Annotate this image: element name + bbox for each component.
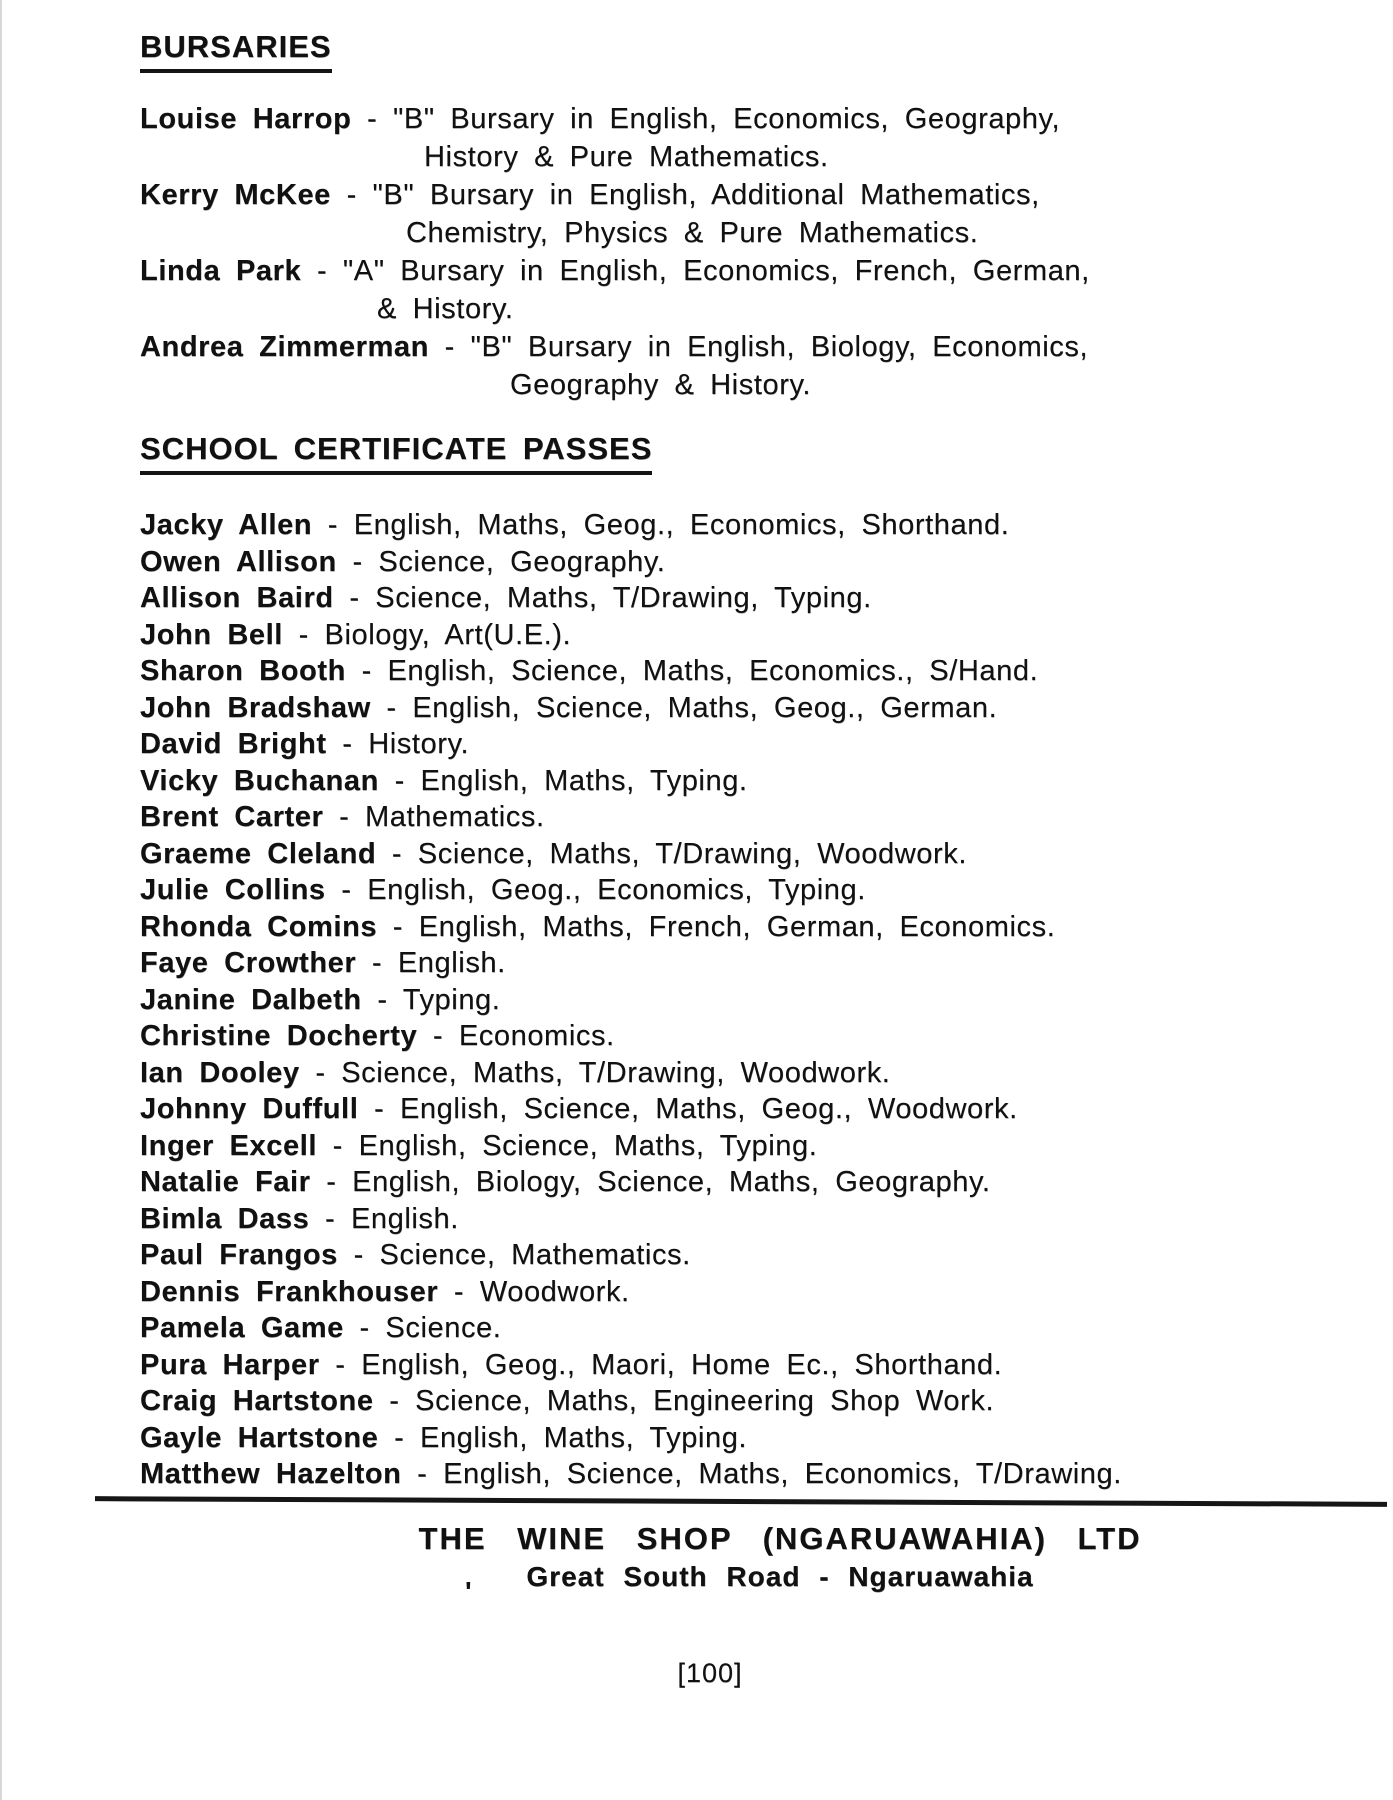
student-name: Allison Baird xyxy=(140,582,334,614)
name-separator: - xyxy=(361,983,403,1016)
student-name: Vicky Buchanan xyxy=(140,764,379,797)
student-name: Andrea Zimmerman xyxy=(140,331,429,363)
name-separator: - xyxy=(358,1093,400,1125)
name-separator: - xyxy=(343,1312,386,1344)
subjects-list: English, Science, Maths, Geog., German. xyxy=(412,691,998,724)
name-separator: - xyxy=(336,545,379,578)
student-name: Julie Collins xyxy=(140,874,326,906)
bursary-entry xyxy=(140,252,1310,328)
subjects-list: English, Geog., Maori, Home Ec., Shorthand. xyxy=(361,1348,1003,1381)
name-separator: - xyxy=(282,618,325,651)
subjects-list: English. xyxy=(397,947,506,979)
pass-row xyxy=(140,909,1340,946)
bursary-line xyxy=(140,176,1310,214)
pass-row xyxy=(140,1383,1340,1420)
student-name: Kerry McKee xyxy=(140,179,331,211)
name-separator: - xyxy=(309,1202,351,1235)
student-name: Craig Hartstone xyxy=(140,1385,374,1417)
pass-row xyxy=(140,982,1340,1019)
advert-shop-name: THE WINE SHOP (NGARUAWAHIA) LTD xyxy=(418,1521,1142,1556)
pass-row xyxy=(140,1091,1340,1128)
pass-row xyxy=(140,690,1340,727)
student-name: Brent Carter xyxy=(140,801,324,833)
name-separator: - xyxy=(438,1275,480,1308)
subjects-list: English, Science, Maths, Geog., Woodwork. xyxy=(399,1093,1018,1125)
student-name: Pamela Game xyxy=(140,1312,344,1344)
pass-row xyxy=(140,1237,1340,1274)
subjects-list: Science, Maths, T/Drawing, Typing. xyxy=(375,582,872,614)
name-separator: - xyxy=(310,1166,353,1198)
name-separator: - xyxy=(325,874,368,906)
subjects-list: Science. xyxy=(385,1312,502,1344)
subjects-list: History. xyxy=(368,728,470,760)
bursary-line xyxy=(140,252,1310,290)
pass-row xyxy=(140,945,1340,982)
pass-row xyxy=(140,1018,1340,1055)
subjects-list: English, Maths, Geog., Economics, Shorthand. xyxy=(353,509,1010,541)
name-separator: - xyxy=(345,655,388,687)
student-name: Natalie Fair xyxy=(140,1166,311,1198)
subjects-list: English, Science, Maths, Economics., S/Hand. xyxy=(387,655,1039,687)
student-name: Linda Park xyxy=(140,255,302,287)
bursary-line-wrap: & History. xyxy=(377,293,514,325)
name-separator: - xyxy=(378,764,421,797)
pass-row xyxy=(140,544,1340,581)
pass-row xyxy=(140,617,1340,654)
bursaries-list xyxy=(140,100,1310,404)
pass-row xyxy=(140,763,1340,800)
name-separator: - xyxy=(299,1056,342,1089)
pass-row xyxy=(140,1456,1340,1493)
subjects-list: Science, Maths, T/Drawing, Woodwork. xyxy=(341,1056,891,1089)
subjects-list: English. xyxy=(350,1202,459,1235)
student-name: Christine Docherty xyxy=(140,1020,418,1052)
name-separator: - xyxy=(323,801,365,833)
bursary-entry xyxy=(140,100,1310,176)
subjects-list: English, Biology, Science, Maths, Geography. xyxy=(352,1166,991,1198)
bursary-entry xyxy=(140,176,1310,252)
name-separator: - xyxy=(317,1129,359,1162)
student-name: David Bright xyxy=(140,728,327,760)
pass-row xyxy=(140,799,1340,836)
name-separator: - xyxy=(356,947,398,979)
student-name: Inger Excell xyxy=(140,1129,317,1162)
subjects-list: Mathematics. xyxy=(365,801,545,833)
subjects-list: Woodwork. xyxy=(479,1275,630,1308)
bursary-line-wrap: Chemistry, Physics & Pure Mathematics. xyxy=(406,217,979,249)
bursary-line xyxy=(140,328,1310,366)
name-separator: - xyxy=(378,1421,420,1454)
bursary-line-wrap: Geography & History. xyxy=(510,369,812,401)
pass-row xyxy=(140,1201,1340,1238)
pass-row xyxy=(140,1164,1340,1201)
subjects-list: Science, Maths, Engineering Shop Work. xyxy=(415,1385,995,1417)
student-name: Janine Dalbeth xyxy=(140,983,362,1016)
pass-row xyxy=(140,872,1340,909)
name-separator: - xyxy=(326,728,369,760)
bursary-subjects: "B" Bursary in English, Economics, Geography, xyxy=(392,103,1061,135)
pass-row xyxy=(140,1420,1340,1457)
name-separator: - xyxy=(330,179,373,211)
student-name: Paul Frangos xyxy=(140,1239,338,1271)
subjects-list: English, Maths, Typing. xyxy=(420,764,748,797)
student-name: Faye Crowther xyxy=(140,947,357,979)
bursaries-heading: BURSARIES xyxy=(140,28,332,73)
pass-row xyxy=(140,580,1340,617)
subjects-list: English, Maths, Typing. xyxy=(420,1421,748,1454)
subjects-list: English, Science, Maths, Typing. xyxy=(358,1129,818,1162)
subjects-list: Science, Mathematics. xyxy=(379,1239,691,1271)
name-separator: - xyxy=(373,1385,416,1417)
student-name: Pura Harper xyxy=(140,1348,320,1381)
stray-apostrophe-mark: ' xyxy=(465,1576,472,1607)
name-separator: - xyxy=(319,1348,362,1381)
name-separator: - xyxy=(301,255,343,287)
pass-row xyxy=(140,836,1340,873)
subjects-list: English, Maths, French, German, Economics. xyxy=(418,910,1056,943)
page-number: [100] xyxy=(677,1658,743,1688)
student-name: Jacky Allen xyxy=(140,509,313,541)
name-separator: - xyxy=(333,582,376,614)
name-separator: - xyxy=(377,910,419,943)
pass-row xyxy=(140,1310,1340,1347)
student-name: John Bell xyxy=(140,618,283,651)
name-separator: - xyxy=(337,1239,380,1271)
subjects-list: Economics. xyxy=(458,1020,615,1052)
student-name: Dennis Frankhouser xyxy=(140,1275,439,1308)
page-scan-edge xyxy=(0,0,2,1800)
passes-list xyxy=(140,507,1340,1493)
subjects-list: Typing. xyxy=(402,983,501,1016)
subjects-list: Science, Maths, T/Drawing, Woodwork. xyxy=(417,837,968,870)
advert-shop-address: Great South Road - Ngaruawahia xyxy=(526,1561,1034,1592)
school-certificate-passes-heading: SCHOOL CERTIFICATE PASSES xyxy=(140,430,652,475)
name-separator: - xyxy=(351,103,393,135)
bursary-subjects: "A" Bursary in English, Economics, French, German, xyxy=(342,255,1090,287)
pass-row xyxy=(140,1274,1340,1311)
student-name: Gayle Hartstone xyxy=(140,1421,379,1454)
pass-row xyxy=(140,507,1340,544)
name-separator: - xyxy=(401,1458,444,1490)
bursary-line-wrap: History & Pure Mathematics. xyxy=(424,141,829,173)
subjects-list: English, Geog., Economics, Typing. xyxy=(367,874,866,906)
student-name: Johnny Duffull xyxy=(140,1093,359,1125)
pass-row xyxy=(140,1055,1340,1092)
student-name: Ian Dooley xyxy=(140,1056,300,1089)
name-separator: - xyxy=(428,331,471,363)
pass-row xyxy=(140,1128,1340,1165)
student-name: Graeme Cleland xyxy=(140,837,377,870)
name-separator: - xyxy=(417,1020,459,1052)
student-name: Bimla Dass xyxy=(140,1202,310,1235)
pass-row xyxy=(140,653,1340,690)
student-name: Louise Harrop xyxy=(140,103,352,135)
bursary-line xyxy=(140,100,1310,138)
subjects-list: English, Science, Maths, Economics, T/Drawing. xyxy=(443,1458,1122,1490)
name-separator: - xyxy=(376,837,418,870)
bursary-subjects: "B" Bursary in English, Biology, Economics, xyxy=(470,331,1089,363)
footer-divider-rule xyxy=(95,1496,1387,1507)
student-name: Sharon Booth xyxy=(140,655,346,687)
student-name: John Bradshaw xyxy=(140,691,371,724)
pass-row xyxy=(140,1347,1340,1384)
name-separator: - xyxy=(312,509,354,541)
bursary-subjects: "B" Bursary in English, Additional Mathematics, xyxy=(372,179,1040,211)
student-name: Rhonda Comins xyxy=(140,910,378,943)
name-separator: - xyxy=(370,691,413,724)
student-name: Matthew Hazelton xyxy=(140,1458,402,1490)
subjects-list: Biology, Art(U.E.). xyxy=(324,618,572,651)
pass-row xyxy=(140,726,1340,763)
student-name: Owen Allison xyxy=(140,545,337,578)
bursary-entry xyxy=(140,328,1310,404)
subjects-list: Science, Geography. xyxy=(378,545,666,578)
